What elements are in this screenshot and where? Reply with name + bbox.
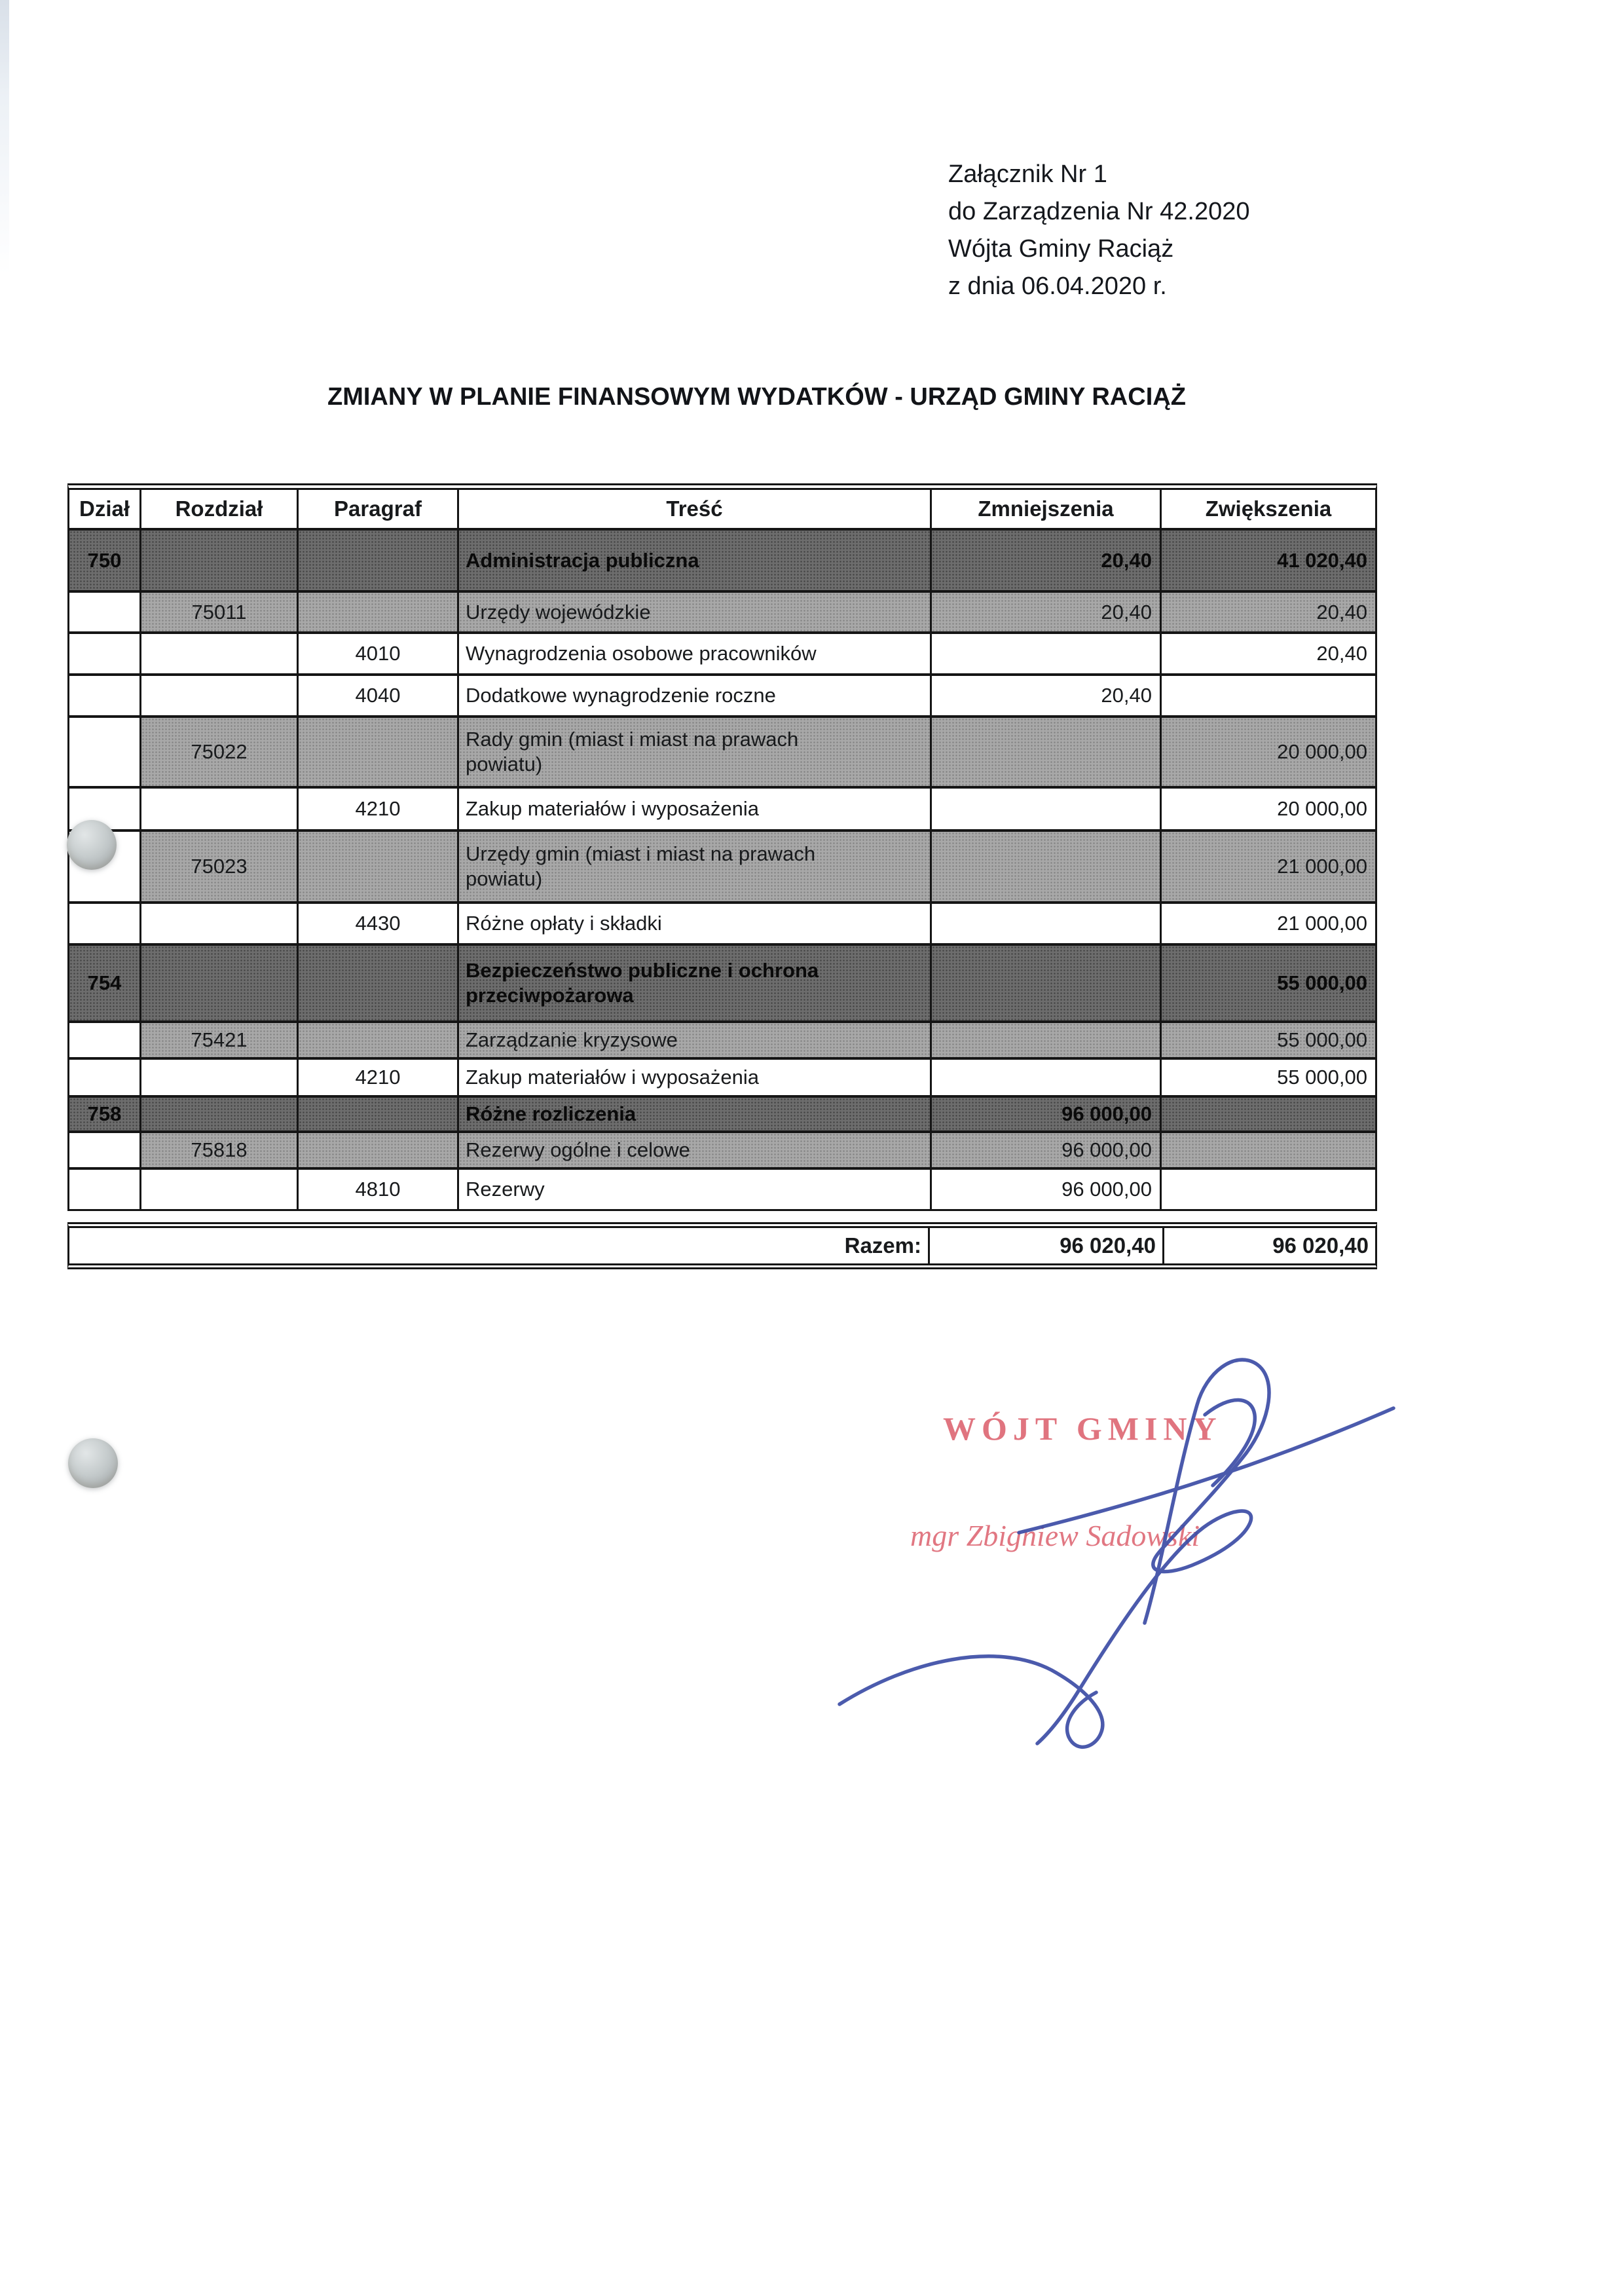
table-row: [69, 634, 1375, 676]
cell-rozdzial: [141, 531, 299, 590]
table-row: [69, 718, 1375, 789]
cell-dzial: [69, 1060, 141, 1095]
cell-paragraf: 4810: [299, 1170, 459, 1209]
cell-zwiekszenia: 41 020,40: [1162, 531, 1375, 590]
cell-zwiekszenia: 55 000,00: [1162, 1023, 1375, 1057]
cell-dzial: [69, 1170, 141, 1209]
cell-zwiekszenia: 55 000,00: [1162, 946, 1375, 1020]
cell-rozdzial: 75022: [141, 718, 299, 786]
cell-paragraf: [299, 718, 459, 786]
summary-zwiekszenia: 96 020,40: [1272, 1233, 1369, 1258]
cell-tresc: [459, 676, 932, 715]
cell-dzial: [69, 676, 141, 715]
cell-tresc: [459, 904, 932, 943]
note-line-1: Załącznik Nr 1: [948, 160, 1107, 188]
summary-zmniejszenia: 96 020,40: [930, 1228, 1164, 1263]
table-row: [69, 789, 1375, 832]
cell-tresc: [459, 593, 932, 631]
tresc-text: Zakup materiałów i wyposażenia: [466, 1066, 759, 1089]
cell-dzial: [69, 904, 141, 943]
cell-rozdzial: [141, 904, 299, 943]
cell-zmniejszenia: 20,40: [932, 593, 1162, 631]
cell-paragraf: [299, 593, 459, 631]
header-cell-paragraf: Paragraf: [299, 490, 459, 528]
cell-zwiekszenia: 20,40: [1316, 642, 1367, 665]
cell-tresc: [459, 946, 932, 1020]
cell-dzial: [69, 634, 141, 673]
cell-tresc: [459, 1170, 932, 1209]
table-row: [69, 904, 1375, 946]
cell-rozdzial: [141, 789, 299, 829]
cell-tresc: [459, 718, 932, 786]
note-line-4: z dnia 06.04.2020 r.: [948, 272, 1167, 300]
header-cell-zmniejszenia: Zmniejszenia: [932, 490, 1162, 528]
header-cell-dzial: Dział: [69, 490, 141, 528]
cell-zmniejszenia: [932, 832, 1162, 901]
table-header-row: [69, 490, 1375, 531]
cell-zwiekszenia: [1162, 676, 1375, 715]
summary-row: [67, 1222, 1377, 1269]
cell-paragraf: 4010: [299, 634, 459, 673]
cell-paragraf: [299, 531, 459, 590]
table-row: [69, 531, 1375, 593]
cell-tresc: [459, 1060, 932, 1095]
header-cell-zwiekszenia: Zwiększenia: [1205, 496, 1332, 521]
cell-tresc: [459, 1023, 932, 1057]
cell-zwiekszenia: 55 000,00: [1277, 1066, 1367, 1089]
table-row: [69, 946, 1375, 1023]
tresc-text: Zarządzanie kryzysowe: [466, 1028, 678, 1051]
cell-dzial: [69, 593, 141, 631]
tresc-text: Rezerwy ogólne i celowe: [466, 1138, 690, 1161]
table-row: [69, 1060, 1375, 1098]
tresc-text: Zakup materiałów i wyposażenia: [466, 797, 759, 820]
tresc-text: Różne opłaty i składki: [466, 912, 662, 935]
cell-zmniejszenia: [932, 904, 1162, 943]
tresc-text: Różne rozliczenia: [466, 1102, 637, 1125]
cell-rozdzial: [141, 1060, 299, 1095]
hole-punch-bottom: [68, 1438, 118, 1488]
cell-zwiekszenia: [1162, 1170, 1375, 1209]
cell-paragraf: [299, 1098, 459, 1130]
tresc-text: Bezpieczeństwo publiczne i ochrona przeciwpożarowa: [466, 959, 819, 1007]
cell-tresc: [459, 531, 932, 590]
cell-zwiekszenia: [1162, 1133, 1375, 1167]
tresc-text: Urzędy gmin (miast i miast na prawach powiatu): [466, 842, 816, 890]
cell-rozdzial: [141, 1170, 299, 1209]
cell-dzial: [69, 718, 141, 786]
cell-rozdzial: [141, 676, 299, 715]
cell-paragraf: [299, 946, 459, 1020]
cell-zwiekszenia: 21 000,00: [1277, 912, 1367, 935]
cell-zwiekszenia: 20 000,00: [1162, 718, 1375, 786]
cell-zmniejszenia: 96 000,00: [932, 1133, 1162, 1167]
cell-paragraf: [299, 832, 459, 901]
table-row: [69, 1023, 1375, 1060]
cell-rozdzial: 75023: [141, 832, 299, 901]
cell-rozdzial: [141, 946, 299, 1020]
header-cell-rozdzial: Rozdział: [141, 490, 299, 528]
cell-paragraf: 4430: [299, 904, 459, 943]
cell-zmniejszenia: 20,40: [932, 531, 1162, 590]
cell-paragraf: 4040: [299, 676, 459, 715]
cell-tresc: [459, 1133, 932, 1167]
cell-zwiekszenia: [1162, 1098, 1375, 1130]
table-row: [69, 676, 1375, 718]
hole-punch-top: [67, 820, 117, 870]
cell-zwiekszenia: 21 000,00: [1162, 832, 1375, 901]
cell-rozdzial: 75011: [141, 593, 299, 631]
cell-rozdzial: [141, 1098, 299, 1130]
cell-zmniejszenia: [932, 1060, 1162, 1095]
cell-rozdzial: 75818: [141, 1133, 299, 1167]
tresc-text: Rady gmin (miast i miast na prawach powiatu): [466, 728, 799, 775]
tresc-text: Administracja publiczna: [466, 548, 699, 572]
cell-tresc: [459, 634, 932, 673]
signature-scribble: [812, 1336, 1428, 1782]
tresc-text: Wynagrodzenia osobowe pracowników: [466, 642, 817, 665]
cell-tresc: [459, 832, 932, 901]
cell-zmniejszenia: [932, 718, 1162, 786]
cell-dzial: 758: [69, 1098, 141, 1130]
table-row: [69, 1133, 1375, 1170]
cell-zwiekszenia: 20 000,00: [1277, 797, 1367, 820]
table-row: [69, 832, 1375, 904]
cell-paragraf: 4210: [299, 1060, 459, 1095]
note-line-3: Wójta Gminy Raciąż: [948, 235, 1174, 263]
cell-paragraf: [299, 1133, 459, 1167]
cell-dzial: [69, 1133, 141, 1167]
cell-zmniejszenia: [932, 634, 1162, 673]
cell-zmniejszenia: 96 000,00: [932, 1098, 1162, 1130]
cell-dzial: 754: [69, 946, 141, 1020]
stamp-title: WÓJT GMINY: [943, 1410, 1223, 1447]
table-row: [69, 593, 1375, 634]
cell-zmniejszenia: [932, 1023, 1162, 1057]
page-title: ZMIANY W PLANIE FINANSOWYM WYDATKÓW - URZĄD GMINY RACIĄŻ: [327, 383, 1186, 411]
tresc-text: Rezerwy: [466, 1178, 545, 1201]
cell-dzial: 750: [69, 531, 141, 590]
cell-paragraf: [299, 1023, 459, 1057]
table-row: [69, 1098, 1375, 1133]
cell-zmniejszenia: [932, 946, 1162, 1020]
header-cell-tresc: Treść: [459, 490, 932, 528]
stamp-name: mgr Zbigniew Sadowski: [910, 1519, 1200, 1552]
cell-paragraf: 4210: [299, 789, 459, 829]
note-line-2: do Zarządzenia Nr 42.2020: [948, 198, 1250, 225]
cell-dzial: [69, 1023, 141, 1057]
cell-zmniejszenia: [932, 789, 1162, 829]
cell-zwiekszenia: 20,40: [1162, 593, 1375, 631]
cell-zmniejszenia: 96 000,00: [932, 1170, 1162, 1209]
cell-rozdzial: [141, 634, 299, 673]
tresc-text: Urzędy wojewódzkie: [466, 600, 651, 624]
table-row: [69, 1170, 1375, 1209]
finance-table: [67, 483, 1377, 1211]
cell-tresc: [459, 1098, 932, 1130]
cell-zmniejszenia: 20,40: [932, 676, 1162, 715]
tresc-text: Dodatkowe wynagrodzenie roczne: [466, 684, 776, 707]
scan-edge-artifact: [0, 0, 9, 275]
cell-tresc: [459, 789, 932, 829]
attachment-note: [948, 156, 1250, 305]
cell-rozdzial: 75421: [141, 1023, 299, 1057]
summary-label: Razem:: [69, 1228, 930, 1263]
signature-block: [812, 1336, 1428, 1782]
